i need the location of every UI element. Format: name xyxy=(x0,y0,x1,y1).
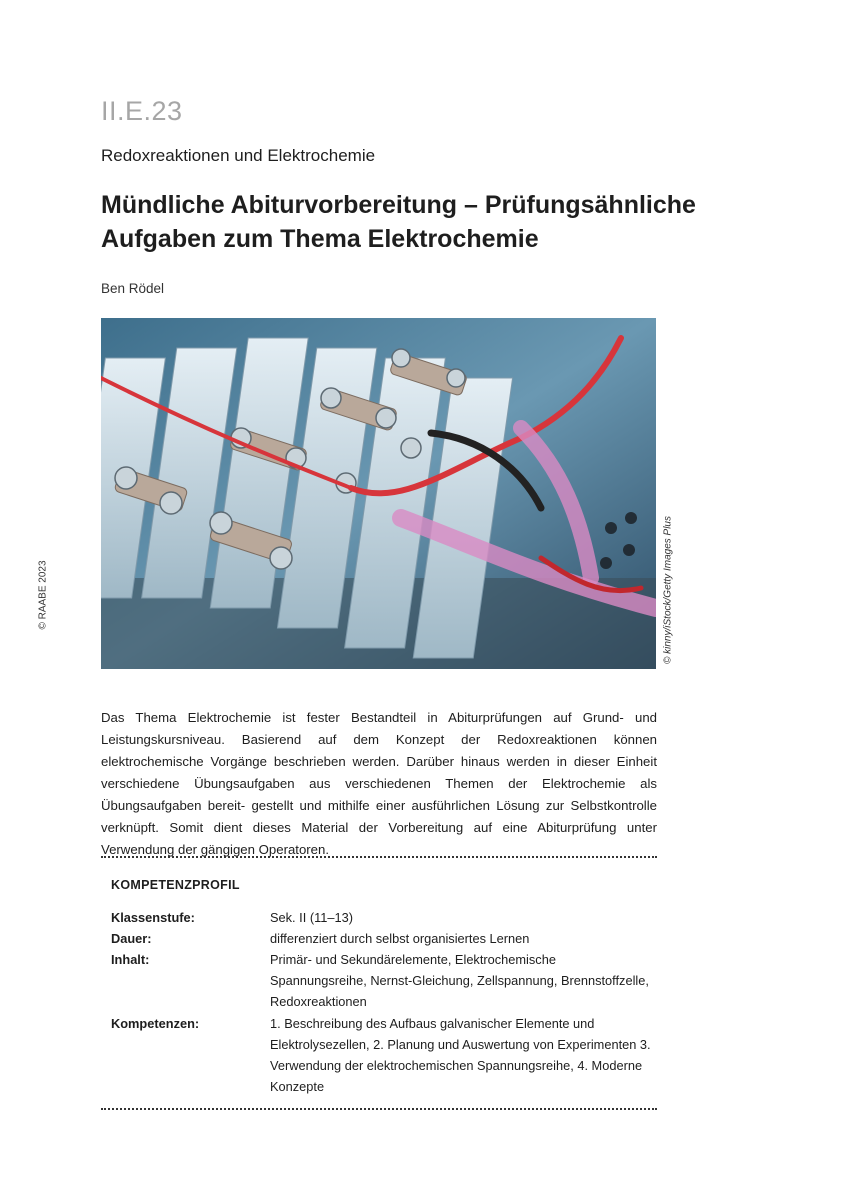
profile-value: differenziert durch selbst organisiertes Lernen xyxy=(270,931,530,946)
intro-paragraph: Das Thema Elektrochemie ist fester Bestandteil in Abiturprüfungen auf Grund- und Leistungskursniveau. Basierend auf dem Konzept der Redoxreaktionen können elektrochemische Vorgänge beschrieben werden. Darüber hinaus werden in dieser Einheit verschiedene Übungsaufgaben aus verschiedenen Themen der Elektrochemie als Übungsaufgaben bereit- gestellt und mithilfe einer ausführlichen Lösung zur Selbstkontrolle verknüpft. Somit dient dieses Material der Vorbereitung auf eine Abiturprüfung unter Verwendung der gängigen Operatoren. xyxy=(101,710,657,857)
profile-heading: KOMPETENZPROFIL xyxy=(111,878,240,892)
side-copyright: © RAABE 2023 xyxy=(37,560,49,630)
author: Ben Rödel xyxy=(101,281,165,296)
divider-bottom xyxy=(101,1108,657,1110)
profile-label: Dauer: xyxy=(111,931,152,946)
unit-code: II.E.23 xyxy=(101,96,183,126)
profile-value: 1. Beschreibung des Aufbaus galvanischer Elemente und Elektrolysezellen, 2. Planung und Auswertung von Experimenten 3. Verwendung der elektrochemischen Spannungsreihe, 4. Moderne Konzepte xyxy=(270,1016,651,1094)
profile-label: Inhalt: xyxy=(111,952,150,967)
divider-top xyxy=(101,856,657,858)
title-line-1: Mündliche Abiturvorbereitung – Prüfungsähnliche xyxy=(101,191,696,219)
page-title xyxy=(101,188,701,256)
profile-label: Kompetenzen: xyxy=(111,1016,200,1031)
profile-value: Primär- und Sekundärelemente, Elektrochemische Spannungsreihe, Nernst-Gleichung, Zellspannung, Brennstoffzelle, Redoxreaktionen xyxy=(270,952,649,1009)
profile-label: Klassenstufe: xyxy=(111,910,195,925)
subtitle: Redoxreaktionen und Elektrochemie xyxy=(101,146,376,165)
battery-photo xyxy=(101,318,656,669)
photo-credit: © kinny/iStock/Getty Images Plus xyxy=(662,516,674,664)
title-line-2: Aufgaben zum Thema Elektrochemie xyxy=(101,225,539,253)
profile-value: Sek. II (11–13) xyxy=(270,910,353,925)
